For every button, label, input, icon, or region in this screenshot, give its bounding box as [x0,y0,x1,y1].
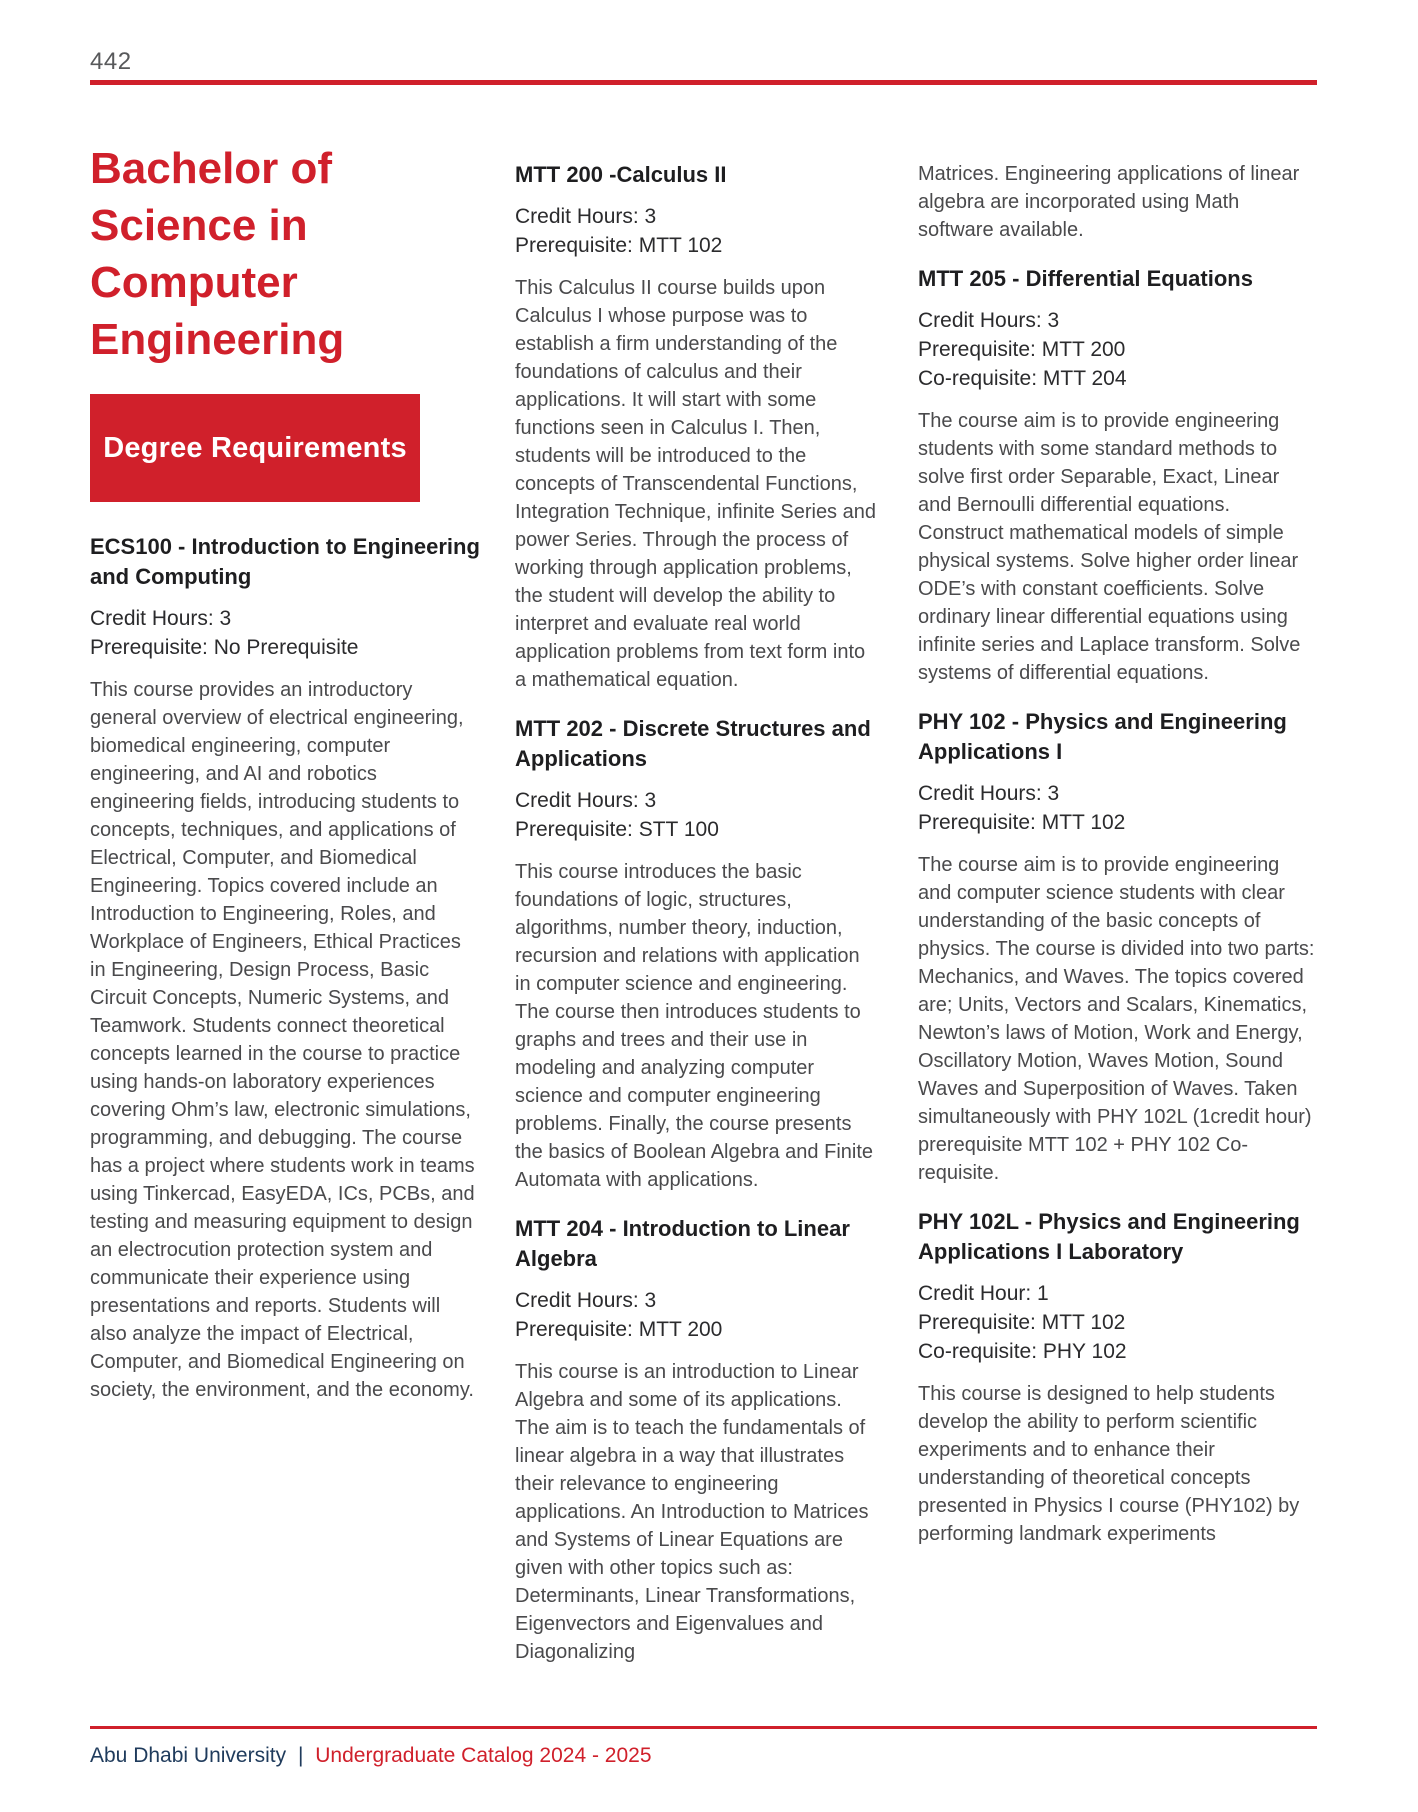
prerequisite-line: Prerequisite: MTT 200 [515,1318,723,1341]
course-phy102l [918,1207,1318,1548]
course-mtt200 [515,160,877,694]
prerequisite-line: Prerequisite: No Prerequisite [90,636,359,659]
mtt204-description-continuation: Matrices. Engineering applications of linear algebra are incorporated using Math software available. [918,163,1300,241]
prerequisite-line: Prerequisite: MTT 102 [515,234,723,257]
credit-hours-line: Credit Hours: 3 [918,782,1060,805]
course-heading: MTT 202 - Discrete Structures and Applications [515,716,871,771]
middle-column [515,140,877,1724]
degree-requirements-banner [90,394,420,502]
degree-requirements-label: Degree Requirements [103,431,407,464]
corequisite-line: Co-requisite: PHY 102 [918,1340,1127,1363]
course-description: This Calculus II course builds upon Calculus I whose purpose was to establish a firm understanding of the foundations of calculus and their applications. It will start with some functions seen in Calculus I. Then, students will be introduced to the concepts of Transcendental Functions, Integration Technique, infinite Series and power Series. Through the process of working through application problems, the student will develop the ability to interpret and evaluate real world application problems from text form into a mathematical equation. [515,277,876,691]
course-heading: ECS100 - Introduction to Engineering and Computing [90,534,480,589]
header-rule [90,80,1317,85]
prerequisite-line: Prerequisite: STT 100 [515,818,719,841]
prerequisite-line: Prerequisite: MTT 102 [918,1311,1126,1334]
credit-hours-line: Credit Hours: 3 [918,309,1060,332]
course-credits [515,202,877,260]
credit-hours-line: Credit Hour: 1 [918,1282,1049,1305]
credit-hours-line: Credit Hours: 3 [515,789,657,812]
course-credits [918,779,1318,837]
course-heading: PHY 102 - Physics and Engineering Applications I [918,709,1287,764]
page-number: 442 [90,48,132,75]
left-column [90,130,482,1715]
course-credits [90,604,482,662]
course-heading: MTT 204 - Introduction to Linear Algebra [515,1216,850,1271]
course-mtt205 [918,264,1318,687]
course-credits [918,306,1318,393]
credit-hours-line: Credit Hours: 3 [515,1289,657,1312]
program-title: Bachelor of Science in Computer Engineering [90,144,345,364]
course-description: This course is designed to help students develop the ability to perform scientific experiments and to enhance their understanding of theoretical concepts presented in Physics I course (PHY102) by performing landmark experiments [918,1383,1300,1545]
corequisite-line: Co-requisite: MTT 204 [918,367,1127,390]
credit-hours-line: Credit Hours: 3 [515,205,657,228]
course-ecs100 [90,532,482,1404]
course-heading: MTT 205 - Differential Equations [918,266,1253,291]
course-description: This course introduces the basic foundations of logic, structures, algorithms, number theory, induction, recursion and relations with application in computer science and engineering. The course then introduces students to graphs and trees and their use in modeling and analyzing computer science and computer engineering problems. Finally, the course presents the basics of Boolean Algebra and Finite Automata with applications. [515,861,874,1191]
course-heading: PHY 102L - Physics and Engineering Applications I Laboratory [918,1209,1300,1264]
course-description: This course is an introduction to Linear Algebra and some of its applications. The aim is to teach the fundamentals of linear algebra in a way that illustrates their relevance to engineering applications. An Introduction to Matrices and Systems of Linear Equations are given with other topics such as: Determinants, Linear Transformations, Eigenvectors and Eigenvalues and Diagonalizing [515,1361,869,1663]
course-description: This course provides an introductory general overview of electrical engineering, biomedical engineering, computer engineering, and AI and robotics engineering fields, introducing students to concepts, techniques, and applications of Electrical, Computer, and Biomedical Engineering. Topics covered include an Introduction to Engineering, Roles, and Workplace of Engineers, Ethical Practices in Engineering, Design Process, Basic Circuit Concepts, Numeric Systems, and Teamwork. Students connect theoretical concepts learned in the course to practice using hands-on laboratory experiences covering Ohm’s law, electronic simulations, programming, and debugging. The course has a project where students work in teams using Tinkercad, EasyEDA, ICs, PCBs, and testing and measuring equipment to design an electrocution protection system and communicate their experience using presentations and reports. Students will also analyze the impact of Electrical, Computer, and Biomedical Engineering on society, the environment, and the economy. [90,679,475,1401]
course-credits [918,1279,1318,1366]
course-description: The course aim is to provide engineering and computer science students with clear understanding of the basic concepts of physics. The course is divided into two parts: Mechanics, and Waves. The topics covered are; Units, Vectors and Scalars, Kinematics, Newton’s laws of Motion, Work and Energy, Oscillatory Motion, Waves Motion, Sound Waves and Superposition of Waves. Taken simultaneously with PHY 102L (1credit hour) prerequisite MTT 102 + PHY 102 Co-requisite. [918,854,1315,1184]
credit-hours-line: Credit Hours: 3 [90,607,232,630]
right-column [918,140,1318,1724]
course-mtt204 [515,1214,877,1666]
course-description: The course aim is to provide engineering students with some standard methods to solve first order Separable, Exact, Linear and Bernoulli differential equations. Construct mathematical models of simple physical systems. Solve higher order linear ODE’s with constant coefficients. Solve ordinary linear differential equations using infinite series and Laplace transform. Solve systems of differential equations. [918,410,1301,684]
course-phy102 [918,707,1318,1187]
course-mtt202 [515,714,877,1194]
footer-catalog-title: Undergraduate Catalog 2024 - 2025 [315,1744,652,1767]
footer [90,1742,652,1770]
footer-university-name: Abu Dhabi University [90,1744,287,1767]
prerequisite-line: Prerequisite: MTT 102 [918,811,1126,834]
prerequisite-line: Prerequisite: MTT 200 [918,338,1126,361]
course-heading: MTT 200 -Calculus II [515,162,727,187]
course-credits [515,786,877,844]
footer-separator: | [297,1744,304,1767]
footer-rule [90,1726,1317,1729]
course-credits [515,1286,877,1344]
